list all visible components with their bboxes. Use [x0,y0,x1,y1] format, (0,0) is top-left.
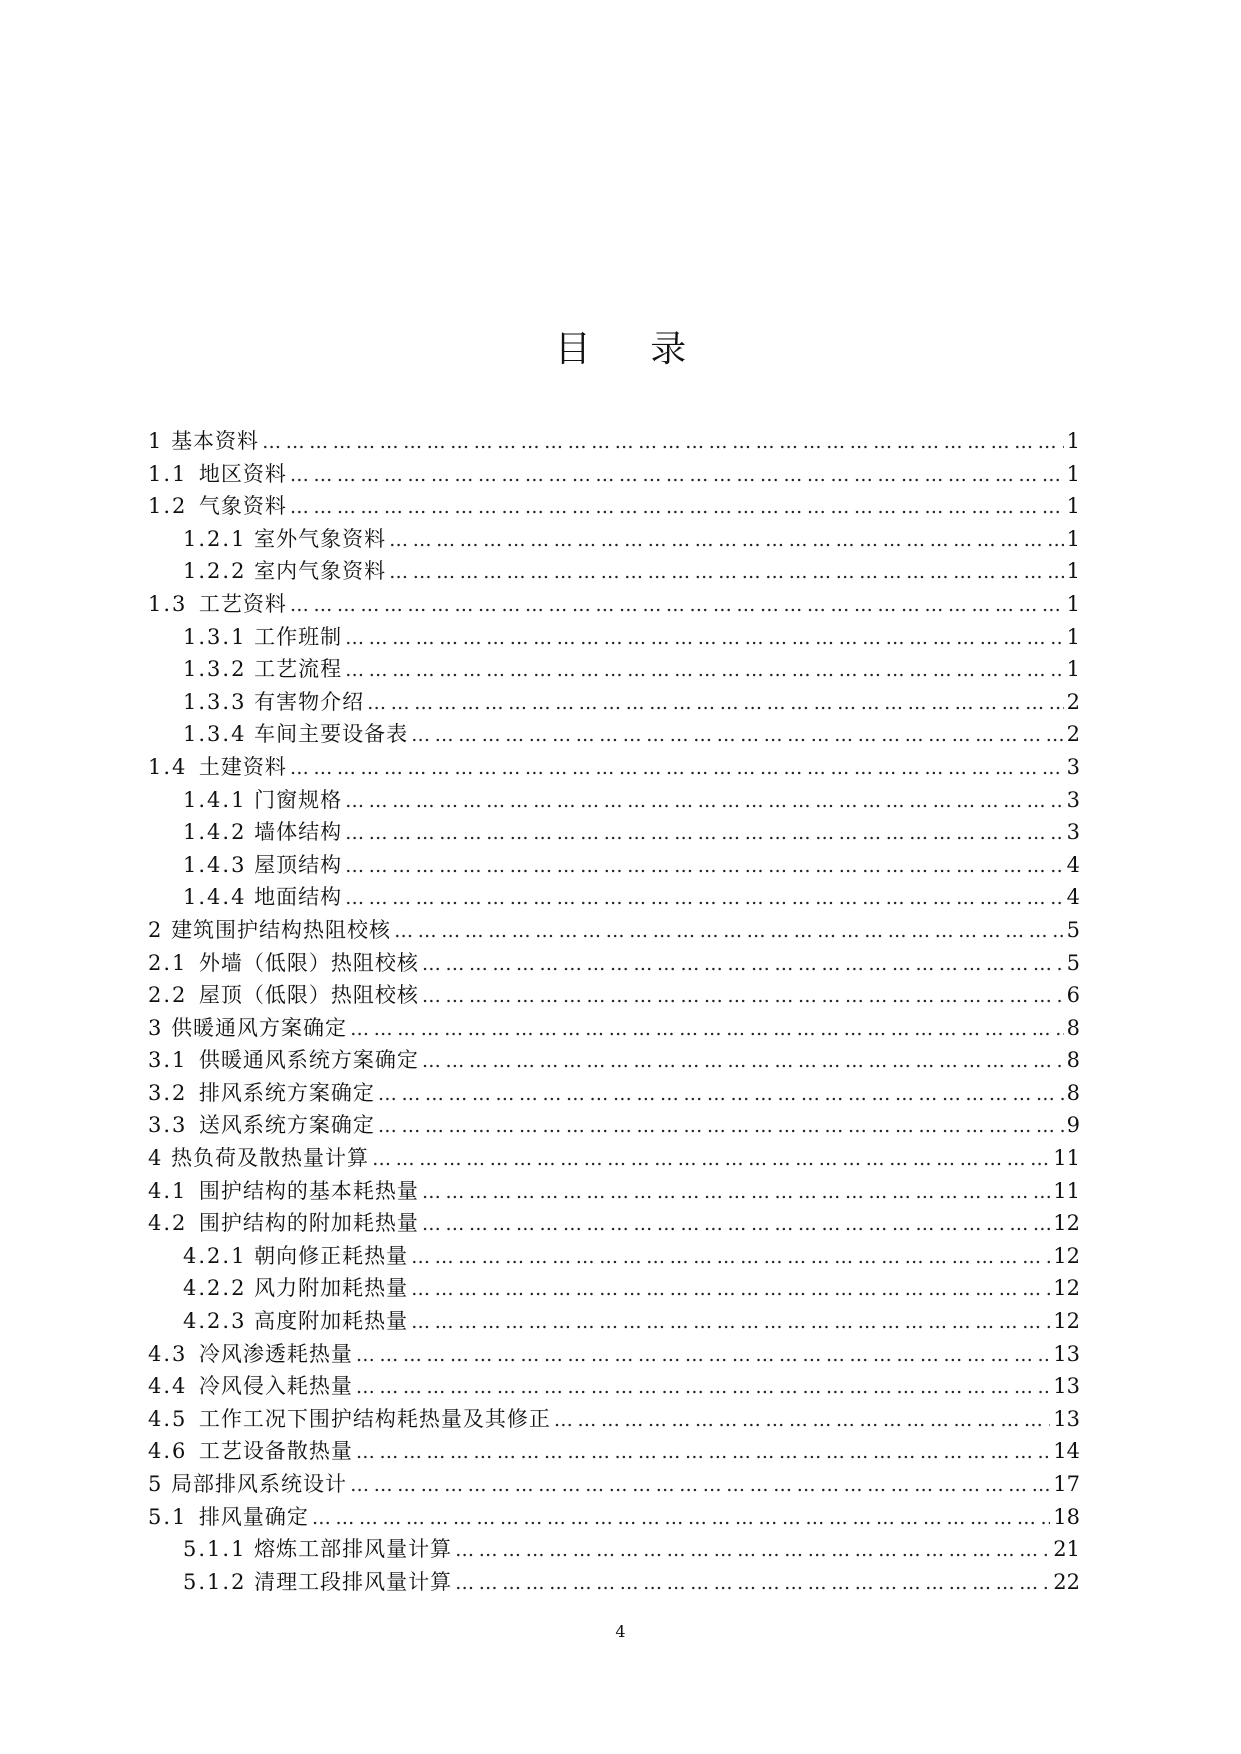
toc-dot-leader [290,752,1064,785]
toc-entry-page: 1 [1066,657,1080,682]
toc-dot-leader [350,1013,1064,1046]
toc-dot-leader [455,1567,1050,1600]
toc-dot-leader [356,1339,1050,1372]
toc-entry[interactable] [148,490,1080,523]
toc-entry[interactable] [148,653,1080,686]
toc-entry-text: 送风系统方案确定 [198,1113,375,1138]
toc-entry-text: 工艺资料 [198,591,287,616]
toc-entry-number: 1.3.4 [183,722,247,747]
toc-entry-text: 高度附加耗热量 [254,1309,409,1334]
toc-dot-leader [345,785,1064,818]
toc-entry-number: 1.4.2 [183,820,247,845]
toc-entry-number: 1.4 [148,754,188,779]
toc-entry-text: 局部排风系统设计 [171,1472,348,1496]
toc-dot-leader [290,589,1064,622]
toc-entry[interactable] [148,1338,1080,1371]
toc-dot-leader [422,948,1064,981]
toc-entry-text: 车间主要设备表 [254,722,409,747]
toc-entry-label [148,914,391,947]
toc-entry-number: 3.3 [148,1113,188,1138]
toc-entry-label [148,490,287,523]
toc-entry[interactable] [148,1533,1080,1566]
toc-entry-number: 1.1 [148,461,188,486]
toc-entry-page: 9 [1066,1113,1080,1138]
toc-entry-label [148,588,287,621]
toc-entry-page: 13 [1053,1374,1080,1399]
toc-entry-page: 18 [1053,1504,1080,1529]
toc-entry[interactable] [148,816,1080,849]
toc-entry-text: 工作班制 [254,624,343,649]
toc-entry-label [148,1338,353,1371]
toc-dot-leader [411,1241,1050,1274]
toc-entry-text: 清理工段排风量计算 [254,1569,453,1594]
toc-entry-number: 2 [148,917,164,942]
toc-entry-label [148,751,287,784]
toc-entry-text: 排风量确定 [198,1504,309,1529]
toc-entry-label [148,425,259,458]
toc-entry[interactable] [148,1370,1080,1403]
toc-entry-label [148,1501,309,1534]
toc-entry-text: 工作工况下围护结构耗热量及其修正 [198,1406,551,1431]
toc-dot-leader [422,1208,1050,1241]
toc-entry-page: 12 [1053,1243,1080,1268]
toc-entry-label [183,718,408,751]
toc-entry[interactable] [148,686,1080,719]
toc-entry-label [148,458,287,491]
toc-entry-number: 5 [148,1472,164,1496]
toc-dot-leader [394,915,1064,948]
toc-entry-number: 3 [148,1015,164,1040]
toc-entry[interactable] [148,751,1080,784]
toc-entry-text: 基本资料 [171,429,260,453]
toc-entry-text: 地区资料 [198,461,287,486]
toc-entry-number: 1.3.3 [183,689,247,714]
toc-entry[interactable] [148,458,1080,491]
toc-entry[interactable] [148,1305,1080,1338]
toc-entry-page: 1 [1066,429,1080,453]
toc-entry-label [148,1403,551,1436]
toc-entry-number: 4.5 [148,1406,188,1431]
toc-entry-text: 土建资料 [198,754,287,779]
toc-entry[interactable] [148,1240,1080,1273]
toc-entry[interactable] [148,1435,1080,1468]
toc-entry-page: 3 [1066,754,1080,779]
toc-dot-leader [345,850,1064,883]
toc-entry-text: 外墙（低限）热阻校核 [198,950,419,975]
toc-entry-number: 2.1 [148,950,188,975]
toc-entry-text: 工艺设备散热量 [198,1439,353,1464]
toc-entry-label [148,1012,347,1045]
toc-entry-text: 屋顶（低限）热阻校核 [198,983,419,1008]
toc-dot-leader [350,1469,1050,1502]
toc-entry-number: 1 [148,429,164,453]
toc-entry-page: 1 [1066,461,1080,486]
toc-entry-text: 围护结构的附加耗热量 [198,1211,419,1236]
toc-entry-page: 6 [1066,983,1080,1008]
toc-dot-leader [554,1404,1050,1437]
toc-dot-leader [455,1534,1050,1567]
toc-dot-leader [422,1045,1064,1078]
toc-entry-number: 4.2.1 [183,1243,247,1268]
toc-entry-page: 3 [1066,787,1080,812]
toc-entry-label [183,849,342,882]
toc-entry[interactable] [148,718,1080,751]
toc-dot-leader [367,687,1064,720]
toc-entry-label [183,523,386,556]
toc-entry[interactable] [148,784,1080,817]
toc-dot-leader [422,980,1064,1013]
toc-entry[interactable] [148,425,1080,458]
toc-entry-page: 4 [1066,852,1080,877]
toc-entry-number: 4.4 [148,1374,188,1399]
toc-entry[interactable] [148,1403,1080,1436]
toc-entry-page: 1 [1066,591,1080,616]
toc-entry-number: 4.2 [148,1211,188,1236]
toc-entry[interactable] [148,1109,1080,1142]
toc-entry-number: 1.4.4 [183,885,247,910]
table-of-contents [148,425,1080,1598]
toc-dot-leader [356,1371,1050,1404]
toc-entry-text: 排风系统方案确定 [198,1080,375,1105]
toc-entry-page: 8 [1066,1015,1080,1040]
toc-entry-label [148,1044,419,1077]
toc-entry-number: 5.1.2 [183,1569,247,1594]
toc-entry-number: 5.1.1 [183,1537,247,1562]
toc-entry-number: 1.2.1 [183,526,247,551]
toc-entry[interactable] [148,914,1080,947]
toc-entry-text: 屋顶结构 [254,852,343,877]
toc-dot-leader [356,1436,1050,1469]
toc-dot-leader [262,426,1064,459]
toc-title: 目 录 [554,329,711,370]
toc-entry-number: 3.1 [148,1048,188,1073]
toc-entry-page: 4 [1066,885,1080,910]
toc-entry-page: 12 [1053,1309,1080,1334]
toc-entry-label [148,1435,353,1468]
toc-entry[interactable] [148,555,1080,588]
toc-dot-leader [372,1143,1050,1176]
toc-entry-page: 3 [1066,820,1080,845]
toc-dot-leader [411,719,1064,752]
toc-entry-text: 冷风渗透耗热量 [198,1341,353,1366]
toc-entry-text: 供暖通风系统方案确定 [198,1048,419,1073]
toc-entry-label [183,1272,408,1305]
toc-entry-page: 13 [1053,1406,1080,1431]
toc-dot-leader [422,1176,1050,1209]
toc-entry-label [148,1109,375,1142]
toc-entry-number: 2.2 [148,983,188,1008]
toc-entry-page: 11 [1053,1146,1080,1171]
toc-entry-text: 风力附加耗热量 [254,1276,409,1301]
toc-entry[interactable] [148,1077,1080,1110]
toc-entry-label [183,686,364,719]
toc-entry-number: 1.3.2 [183,657,247,682]
toc-dot-leader [389,556,1064,589]
toc-entry-page: 1 [1066,559,1080,584]
toc-entry-label [183,621,342,654]
toc-entry[interactable] [148,1175,1080,1208]
toc-entry-number: 4.2.3 [183,1309,247,1334]
toc-entry[interactable] [148,881,1080,914]
toc-entry-number: 1.3 [148,591,188,616]
toc-entry[interactable] [148,1272,1080,1305]
toc-entry[interactable] [148,1501,1080,1534]
toc-entry[interactable] [148,621,1080,654]
toc-entry-label [183,1305,408,1338]
toc-entry-label [183,1566,452,1599]
toc-dot-leader [378,1078,1064,1111]
toc-entry-number: 1.3.1 [183,624,247,649]
toc-dot-leader [290,459,1064,492]
toc-entry[interactable] [148,588,1080,621]
toc-entry[interactable] [148,947,1080,980]
toc-entry-page: 11 [1053,1178,1080,1203]
toc-entry[interactable] [148,1142,1080,1175]
toc-entry-label [183,784,342,817]
toc-entry-page: 8 [1066,1048,1080,1073]
toc-entry[interactable] [148,1468,1080,1501]
toc-entry-number: 4 [148,1146,164,1171]
toc-entry-label [148,1142,369,1175]
toc-entry-label [183,555,386,588]
toc-dot-leader [312,1502,1050,1535]
toc-entry-text: 地面结构 [254,885,343,910]
toc-entry-label [148,1077,375,1110]
toc-entry-label [148,1175,419,1208]
toc-entry-number: 1.4.3 [183,852,247,877]
toc-entry-text: 气象资料 [198,494,287,519]
toc-entry-page: 8 [1066,1080,1080,1105]
toc-entry-page: 22 [1053,1569,1080,1594]
toc-entry-page: 2 [1066,722,1080,747]
toc-entry[interactable] [148,1566,1080,1599]
toc-entry-number: 4.6 [148,1439,188,1464]
toc-dot-leader [345,882,1064,915]
toc-entry-label [183,653,342,686]
toc-entry-number: 3.2 [148,1080,188,1105]
toc-dot-leader [411,1306,1050,1339]
page-number: 4 [615,1622,626,1641]
toc-entry-text: 工艺流程 [254,657,343,682]
toc-entry-number: 1.2 [148,494,188,519]
toc-entry-number: 4.2.2 [183,1276,247,1301]
toc-entry-label [148,1468,347,1501]
toc-entry-text: 围护结构的基本耗热量 [198,1178,419,1203]
toc-entry-page: 17 [1053,1472,1080,1496]
toc-entry-label [183,816,342,849]
toc-entry-page: 1 [1066,494,1080,519]
toc-entry-text: 室内气象资料 [254,559,387,584]
toc-entry-number: 1.4.1 [183,787,247,812]
toc-dot-leader [378,1110,1064,1143]
toc-dot-leader [290,491,1064,524]
toc-entry-label [183,1240,408,1273]
toc-entry[interactable] [148,1012,1080,1045]
toc-entry-page: 5 [1066,950,1080,975]
toc-entry-text: 建筑围护结构热阻校核 [171,917,392,942]
toc-entry[interactable] [148,979,1080,1012]
toc-entry-number: 1.2.2 [183,559,247,584]
toc-entry-text: 冷风侵入耗热量 [198,1374,353,1399]
toc-entry-text: 朝向修正耗热量 [254,1243,409,1268]
toc-entry-number: 4.3 [148,1341,188,1366]
toc-dot-leader [345,622,1064,655]
toc-dot-leader [411,1273,1050,1306]
toc-entry-number: 5.1 [148,1504,188,1529]
toc-entry-page: 13 [1053,1341,1080,1366]
toc-entry-page: 1 [1066,624,1080,649]
toc-entry-page: 2 [1066,689,1080,714]
toc-entry-label [148,1370,353,1403]
toc-entry[interactable] [148,523,1080,556]
toc-entry-text: 热负荷及散热量计算 [171,1146,370,1171]
toc-entry-page: 12 [1053,1276,1080,1301]
toc-entry-page: 12 [1053,1211,1080,1236]
toc-entry-text: 墙体结构 [254,820,343,845]
toc-entry-text: 门窗规格 [254,787,343,812]
toc-dot-leader [345,817,1064,850]
toc-entry[interactable] [148,1207,1080,1240]
toc-entry[interactable] [148,849,1080,882]
toc-entry[interactable] [148,1044,1080,1077]
toc-entry-label [148,979,419,1012]
toc-entry-text: 有害物介绍 [254,689,365,714]
toc-entry-page: 21 [1053,1537,1080,1562]
toc-entry-label [183,881,342,914]
toc-dot-leader [345,654,1064,687]
toc-entry-label [148,1207,419,1240]
toc-entry-label [183,1533,452,1566]
toc-entry-label [148,947,419,980]
toc-entry-page: 5 [1066,917,1080,942]
toc-entry-text: 供暖通风方案确定 [171,1015,348,1040]
toc-entry-text: 室外气象资料 [254,526,387,551]
toc-entry-number: 4.1 [148,1178,188,1203]
toc-entry-page: 1 [1066,526,1080,551]
toc-entry-text: 熔炼工部排风量计算 [254,1537,453,1562]
toc-entry-page: 14 [1053,1439,1080,1464]
toc-dot-leader [389,524,1064,557]
